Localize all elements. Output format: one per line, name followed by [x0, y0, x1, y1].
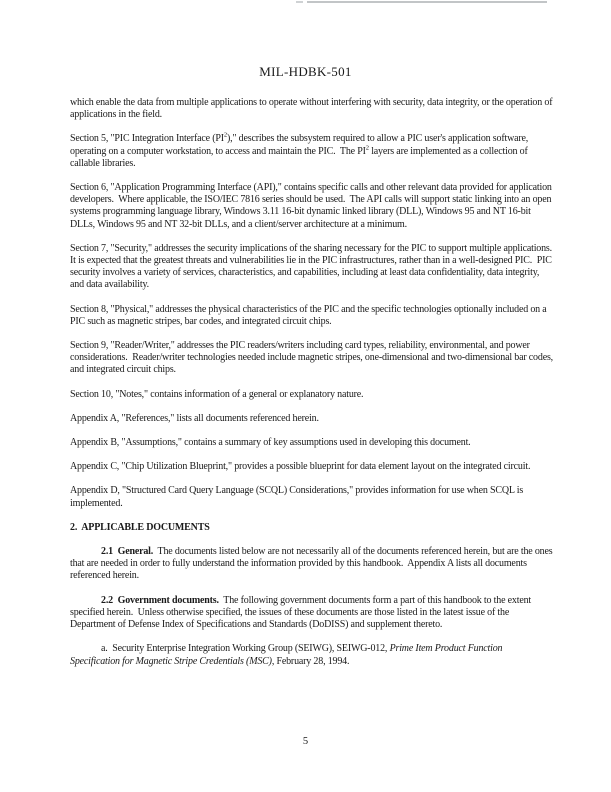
paragraph-intro: which enable the data from multiple applications to operate without interfering with security, data integrity, or the operation of applications in the field.	[70, 97, 555, 121]
paragraph-section-10: Section 10, "Notes," contains information of a general or explanatory nature.	[70, 388, 364, 400]
page-number: 5	[302, 736, 309, 747]
superscript-2: 2	[223, 132, 227, 140]
paragraph-appendix-b: Appendix B, "Assumptions," contains a summary of key assumptions used in developing this document.	[70, 437, 471, 449]
scan-artifact-dash	[296, 1, 303, 3]
section-5-text-pre: Section 5, "PIC Integration Interface (PI	[70, 133, 224, 145]
paragraph-2-2-government-documents	[70, 595, 554, 632]
list-item-a-text-pre: a. Security Enterprise Integration Working Group (SEIWG), SEIWG-012,	[101, 643, 390, 655]
paragraph-2-2-body: The following government documents form a part of this handbook to the extent specified herein. Unless otherwise specified, the issues of these documents are those listed in the latest issue of the Department of Defense Index of Specifications and Standards (DoDISS) and supplement thereto.	[70, 594, 534, 631]
list-item-a	[70, 643, 554, 667]
paragraph-section-6: Section 6, "Application Programming Interface (API)," contains specific calls and other relevant data provided for application developers. Where applicable, the ISO/IEC 7816 series should be used. The API calls will support static linking into an open systems programming language library, Windows 3.11 16-bit dynamic linked library (DLL), Windows 95 and NT 16-bit DLLs, Windows 95 and NT 32-bit DLLs, and a client/server architecture at a minimum.	[70, 182, 555, 230]
paragraph-section-5	[70, 133, 554, 170]
paragraph-appendix-c: Appendix C, "Chip Utilization Blueprint," provides a possible blueprint for data element layout on the integrated circuit.	[70, 461, 531, 473]
paragraph-2-2-heading: 2.2 Government documents.	[101, 594, 219, 606]
list-item-a-text-post: , February 28, 1994.	[271, 655, 350, 667]
paragraph-section-7: Section 7, "Security," addresses the security implications of the sharing necessary for the PIC to support multiple applications. It is expected that the greatest threats and vulnerabilities lie in the PIC infrastructures, rather than in a well-designed PIC. PIC security involves a variety of services, characteristics, and capabilities, including at least data confidentiality, data integrity, and data availability.	[70, 242, 557, 291]
paragraph-appendix-d: Appendix D, "Structured Card Query Language (SCQL) Considerations," provides information for use when SCQL is implemented.	[70, 485, 526, 509]
list-item-a-document-title: Prime Item Product Function Specification for Magnetic Stripe Credentials (MSC)	[70, 643, 505, 667]
body-text	[70, 97, 557, 680]
paragraph-section-8: Section 8, "Physical," addresses the physical characteristics of the PIC and the specific technologies optionally included on a PIC such as magnetic stripes, bar codes, and integrated circuit chips.	[70, 303, 549, 327]
paragraph-section-9: Section 9, "Reader/Writer," addresses the PIC readers/writers including card types, reliability, environmental, and power considerations. Reader/writer technologies needed include magnetic stripes, one-dimensional and two-dimensional bar codes, and integrated circuit chips.	[70, 340, 556, 376]
section-5-text-mid: )," describes the subsystem required to allow a PIC user's application software, operating on a computer workstation, to access and maintain the PIC. The PI	[70, 133, 531, 157]
superscript-2: 2	[365, 144, 369, 152]
scan-artifact-line	[307, 1, 547, 3]
paragraph-2-1-body: The documents listed below are not necessarily all of the documents referenced herein, but are the ones that are needed in order to fully understand the information provided by this handbook. Appendix A lists all documents referenced herein.	[70, 546, 555, 582]
section-5-text-post: layers are implemented as a collection of callable libraries.	[70, 145, 530, 169]
header-title: MIL-HDBK-501	[259, 64, 352, 79]
paragraph-2-1-general	[70, 546, 554, 583]
paragraph-2-1-heading: 2.1 General.	[101, 546, 154, 558]
paragraph-appendix-a: Appendix A, "References," lists all documents referenced herein.	[70, 412, 319, 424]
section-heading-applicable-documents: 2. APPLICABLE DOCUMENTS	[70, 521, 210, 533]
